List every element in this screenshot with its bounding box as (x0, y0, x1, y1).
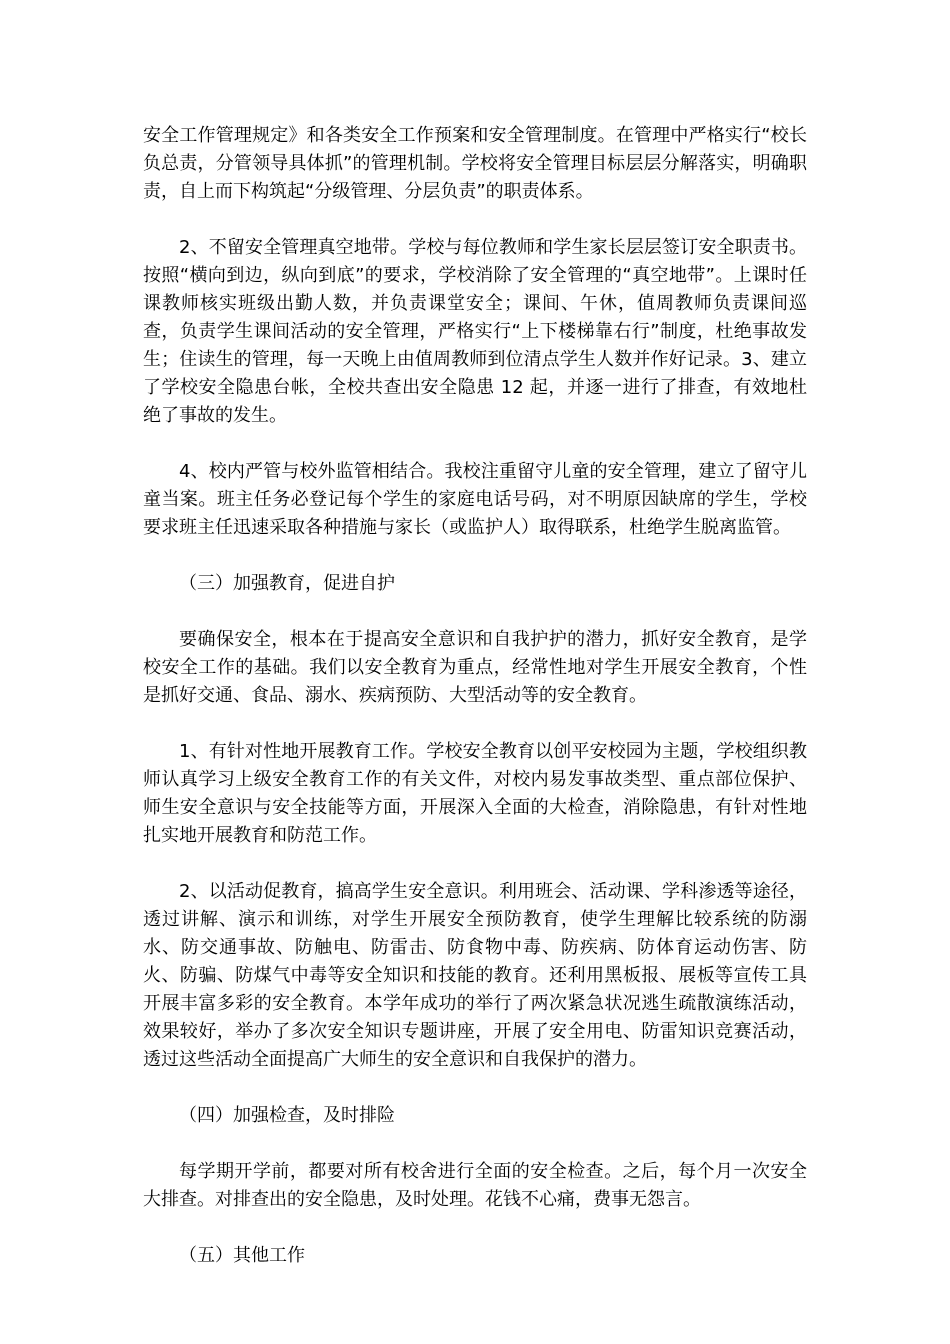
paragraph-item-4: 4、校内严管与校外监管相结合。我校注重留守儿童的安全管理，建立了留守儿童当案。班主任务必登记每个学生的家庭电话号码，对不明原因缺席的学生，学校要求班主任迅速采取各种措施与家长（或监护人）取得联系，杜绝学生脱离监管。 (143, 461, 807, 538)
section-heading-5: （五）其他工作 (179, 1245, 305, 1266)
paragraph-continuation: 安全工作管理规定》和各类安全工作预案和安全管理制度。在管理中严格实行“校长负总责，分管领导具体抓”的管理机制。学校将安全管理目标层层分解落实，明确职责，自上而下构筑起“分级管理、分层负责”的职责体系。 (143, 125, 807, 202)
paragraph-inspection: 每学期开学前，都要对所有校舍进行全面的安全检查。之后，每个月一次安全大排查。对排查出的安全隐患，及时处理。花钱不心痛，费事无怨言。 (143, 1161, 807, 1210)
paragraph-education-item-1: 1、有针对性地开展教育工作。学校安全教育以创平安校园为主题，学校组织教师认真学习上级安全教育工作的有关文件，对校内易发事故类型、重点部位保护、师生安全意识与安全技能等方面，开展深入全面的大检查，消除隐患，有针对性地扎实地开展教育和防范工作。 (143, 741, 807, 846)
section-heading-3: （三）加强教育，促进自护 (179, 573, 395, 594)
paragraph-education-intro: 要确保安全，根本在于提高安全意识和自我护护的潜力，抓好安全教育，是学校安全工作的基础。我们以安全教育为重点，经常性地对学生开展安全教育，个性是抓好交通、食品、溺水、疾病预防、大型活动等的安全教育。 (143, 629, 807, 706)
section-heading-4: （四）加强检查，及时排险 (179, 1105, 395, 1126)
paragraph-item-2: 2、不留安全管理真空地带。学校与每位教师和学生家长层层签订安全职责书。按照“横向到边，纵向到底”的要求，学校消除了安全管理的“真空地带”。上课时任课教师核实班级出勤人数，并负责课堂安全；课间、午休，值周教师负责课间巡查，负责学生课间活动的安全管理，严格实行“上下楼梯靠右行”制度，杜绝事故发生；住读生的管理，每一天晚上由值周教师到位清点学生人数并作好记录。3、建立了学校安全隐患台帐，全校共查出安全隐患 12 起，并逐一进行了排查，有效地杜绝了事故的发生。 (143, 237, 807, 426)
document-page (143, 122, 807, 1298)
paragraph-education-item-2: 2、以活动促教育，搞高学生安全意识。利用班会、活动课、学科渗透等途径，透过讲解、演示和训练，对学生开展安全预防教育，使学生理解比较系统的防溺水、防交通事故、防触电、防雷击、防食物中毒、防疾病、防体育运动伤害、防火、防骗、防煤气中毒等安全知识和技能的教育。还利用黑板报、展板等宣传工具开展丰富多彩的安全教育。本学年成功的举行了两次紧急状况逃生疏散演练活动，效果较好，举办了多次安全知识专题讲座，开展了安全用电、防雷知识竞赛活动，透过这些活动全面提高广大师生的安全意识和自我保护的潜力。 (143, 881, 807, 1070)
